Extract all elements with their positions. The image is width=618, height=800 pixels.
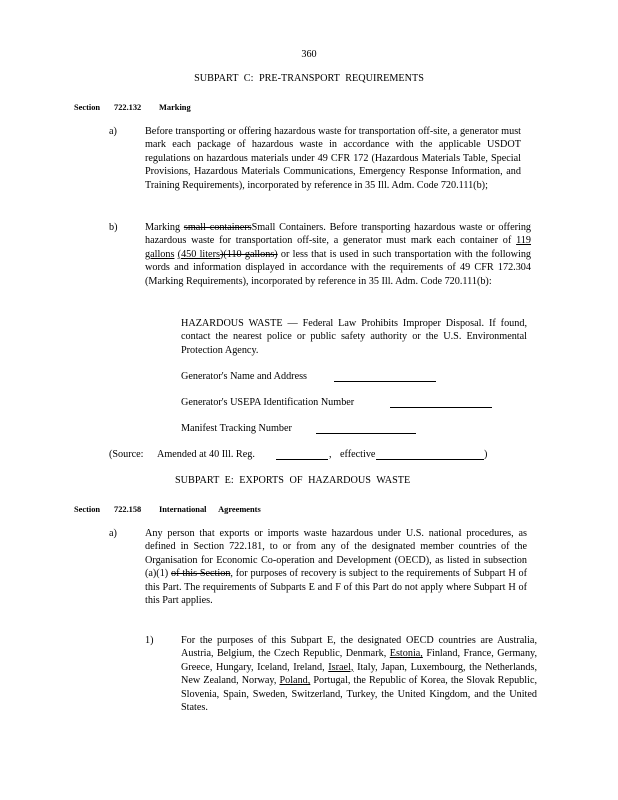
section-label: Section <box>74 505 101 514</box>
paragraph-1-oecd-countries <box>181 634 537 714</box>
para-1-text-1: For the purposes of this Subpart E, the designated OECD countries are Australia, Austria, Belgium, the Czech Republic, Denmark, <box>181 635 537 660</box>
para-1-text-2: Finland, France, Germany, Greece, Hungary, Iceland, Ireland, <box>181 648 538 673</box>
para-b-text-2: or less that is used in such transportation with the following words and information displayed in accordance with the requirements of 49 CFR 172.304 (Marking Requirements), incorporated by reference in 35 Ill. Adm. Code 720.111(b): <box>145 248 532 287</box>
para-marker: b) <box>109 222 118 233</box>
paragraph-b <box>145 221 531 288</box>
struck-110-gallons: )(110 gallons) <box>219 248 278 260</box>
para-a-text-1: Any person that exports or imports waste hazardous under U.S. national procedures, as defined in Section 722.181, to or from any of the designated member countries of the Organisation for Economic Co-operation and Development (OECD), as listed in subsection (a)(1) <box>145 528 527 580</box>
page-number: 360 <box>301 49 317 60</box>
para-1-text-4: Portugal, the Republic of Korea, the Slovak Republic, Slovenia, Spain, Sweden, Switzerland, Turkey, the United Kingdom, and the United States. <box>181 675 538 714</box>
para-marker: 1) <box>145 635 154 646</box>
field-generator-id <box>181 396 354 409</box>
section-title: International Agreements <box>159 505 261 514</box>
source-comma: , <box>329 449 332 460</box>
paragraph-a-international <box>145 527 527 607</box>
section-number: 722.158 <box>114 505 142 514</box>
paragraph-a: Before transporting or offering hazardous waste for transportation off-site, a generator must mark each package of hazardous waste in accordance with the applicable USDOT regulations on hazardous materials under 49 CFR 172 (Hazardous Materials Table, Special Provisions, Hazardous Materials Communications, Emergency Response Information, and Training Requirements), incorporated by reference in 35 Ill. Adm. Code 720.111(b); <box>145 126 521 191</box>
field-label: Generator's Name and Address <box>181 371 308 382</box>
source-effective: effective <box>340 449 376 460</box>
field-manifest-tracking <box>181 422 292 435</box>
underlined-poland: Poland, <box>279 675 311 687</box>
section-label: Section <box>74 103 101 112</box>
generator-name-blank <box>334 372 436 382</box>
source-amended: Amended at 40 Ill. Reg. <box>157 449 255 460</box>
generator-id-blank <box>390 398 492 408</box>
para-marker: a) <box>109 528 117 539</box>
struck-small-containers: small containers <box>183 222 252 233</box>
field-label: Generator's USEPA Identification Number <box>181 397 355 408</box>
para-b-lead: Marking <box>145 222 181 233</box>
field-label: Manifest Tracking Number <box>181 423 292 434</box>
underlined-119-gallons: 119 gallons <box>145 235 532 260</box>
manifest-tracking-blank <box>316 424 416 434</box>
para-a-text-2: , for purposes of recovery is subject to the requirements of Subpart H of this Part. The requirements of Subparts E and F of this Part do not apply where Subpart H of this Part applies. <box>145 568 528 607</box>
field-generator-name <box>181 370 307 383</box>
source-close: ) <box>484 449 488 460</box>
para-1-text-3: Italy, Japan, Luxembourg, the Netherlands, New Zealand, Norway, <box>181 661 537 687</box>
section-number: 722.132 <box>114 103 142 112</box>
small-containers: Small Containers <box>251 222 324 233</box>
hazardous-waste-notice: HAZARDOUS WASTE — Federal Law Prohibits Improper Disposal. If found, contact the nearest police or public safety authority or the U.S. Environmental Protection Agency. <box>181 318 527 356</box>
underlined-estonia: Estonia, <box>389 648 423 660</box>
underlined-israel: Israel, <box>328 661 354 673</box>
ill-reg-blank <box>276 450 328 460</box>
para-marker: a) <box>109 126 117 137</box>
section-title: Marking <box>159 103 191 112</box>
underlined-450-liters: (450 liters <box>177 248 220 260</box>
subpart-e-heading: SUBPART E: EXPORTS OF HAZARDOUS WASTE <box>175 475 411 486</box>
struck-of-this-section: of this Section <box>171 568 231 580</box>
effective-date-blank <box>376 450 484 460</box>
source-label: (Source: <box>109 449 144 460</box>
subpart-c-heading: SUBPART C: PRE-TRANSPORT REQUIREMENTS <box>194 73 424 84</box>
para-b-text-1: . Before transporting hazardous waste or offering hazardous waste for transportation off-site, a generator must mark each container of <box>145 222 532 247</box>
